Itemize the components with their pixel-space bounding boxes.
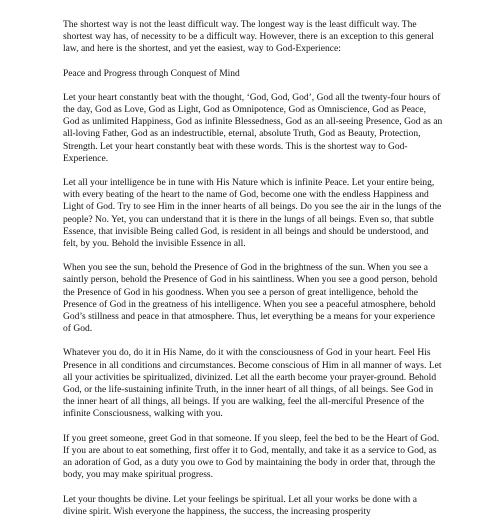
- intro-paragraph: The shortest way is not the least difficult way. The longest way is the least difficult way. The shortest way has, of necessity to be a difficult way. However, there is an exception to this general law, and here is the shortest, and yet the easiest, way to God-Experience:: [63, 20, 434, 55]
- body-paragraph: When you see the sun, behold the Presence of God in the brightness of the sun. When you see a saintly person, behold the Presence of God in his saintliness. When you see a good person, behold the Presence of God in his goodness. When you see a person of great intelligence, behold the Presence of God in the greatness of his intelligence. When you see a peaceful atmosphere, behold God’s stillness and peace in that atmosphere. Thus, let everything be a means for your experience of God.: [63, 263, 438, 335]
- body-paragraph: Whatever you do, do it in His Name, do it with the consciousness of God in your heart. Feel His Presence in all conditions and circumstances. Become conscious of Him in all manner of ways. Let all your activities be spiritualized, divinized. Let all the earth become your prayer-ground. Behold God, or the life-sustaining infinite Truth, in the inner heart of all things, of all beings. See God in the inner heart of all things, all beings. If you are walking, feel the all-merciful Presence of the infinite Consciousness, walking with you.: [63, 348, 442, 420]
- document-body: [63, 19, 443, 530]
- body-paragraph: Let your thoughts be divine. Let your feelings be spiritual. Let all your works be done with a divine spirit. Wish everyone the happiness, the success, the increasing prosperity: [63, 494, 417, 517]
- section-heading: Peace and Progress through Conquest of Mind: [63, 68, 240, 79]
- body-paragraph: Let all your intelligence be in tune with His Nature which is infinite Peace. Let your entire being, with every beating of the heart to the name of God, become one with the endless Happiness and Light of God. Try to see Him in the inner hearts of all beings. Do you see the air in the lungs of the people? No. Yet, you can understand that it is there in the lungs of all beings. Even so, that subtle Essence, that invisible Being called God, is resident in all beings and should be understood, and felt, by you. Behold the invisible Essence in all.: [63, 178, 442, 250]
- body-paragraph: If you greet someone, greet God in that someone. If you sleep, feel the bed to be the Heart of God. If you are about to eat something, first offer it to God, mentally, and take it as a service to God, as an adoration of God, as a duty you owe to God by maintaining the body in order that, through the body, you may make spiritual progress.: [63, 433, 440, 481]
- body-paragraph: Let your heart constantly beat with the thought, ‘God, God, God’, God all the twenty-four hours of the day, God as Love, God as Light, God as Omnipotence, God as Omniscience, God as Peace, God as unlimited Happiness, God as infinite Blessedness, God as an all-seeing Presence, God as an all-loving Father, God as an indestructible, eternal, absolute Truth, God as Beauty, Protection, Strength. Let your heart constantly beat with these words. This is the shortest way to God-Experience.: [63, 92, 443, 164]
